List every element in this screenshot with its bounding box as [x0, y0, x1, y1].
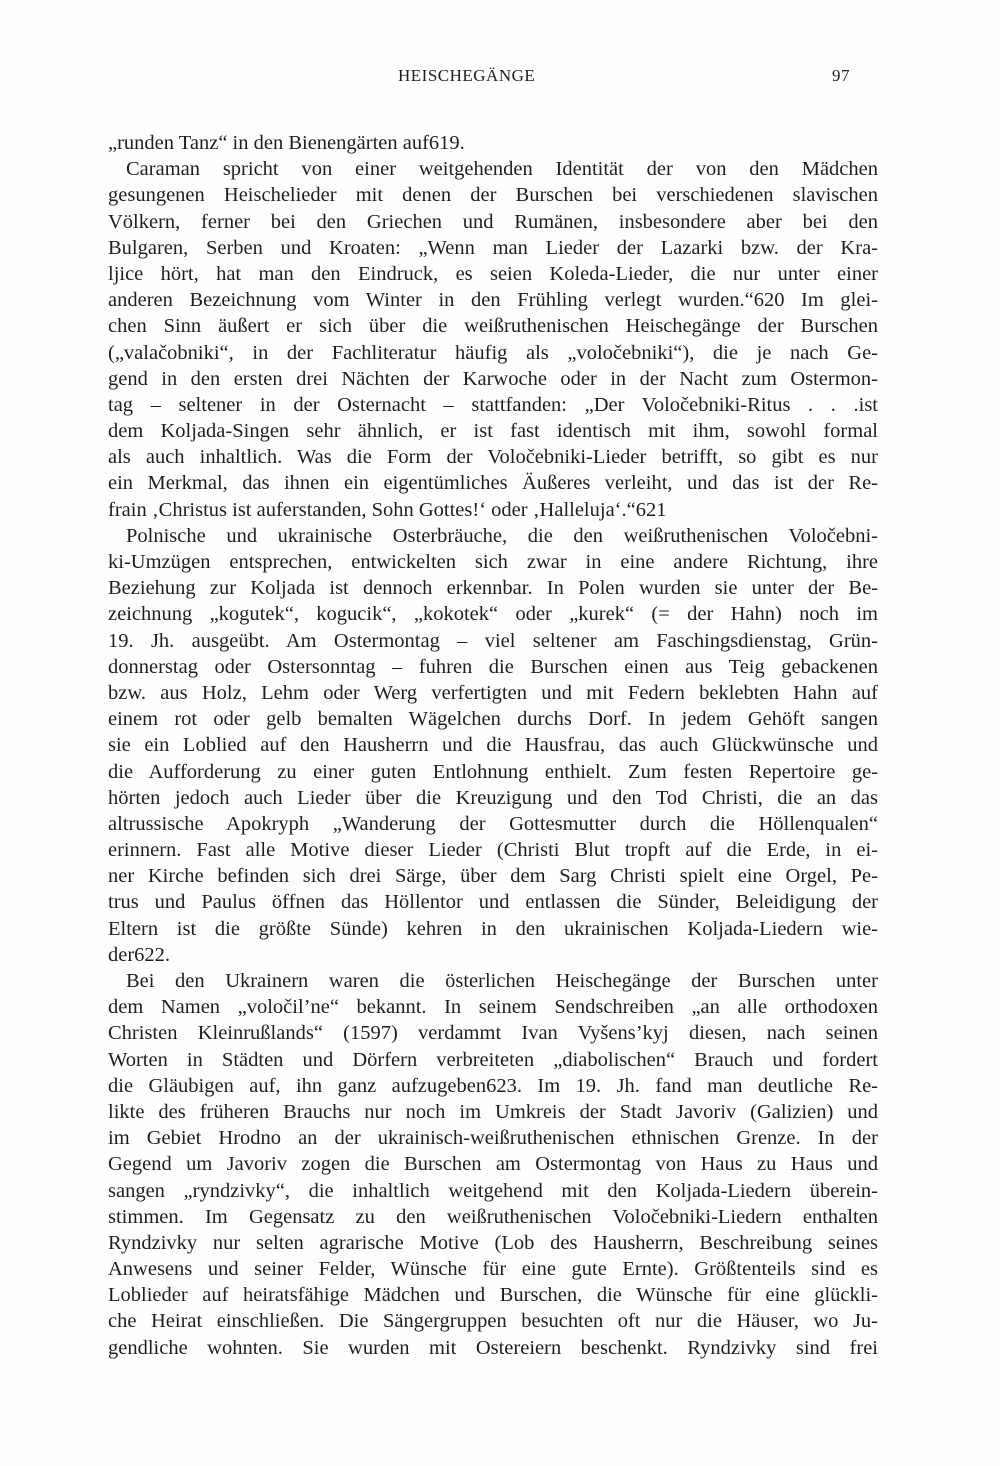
body-text — [108, 130, 878, 1361]
text-line: ner Kirche befinden sich drei Särge, über dem Sarg Christi spielt eine Orgel, Pe- — [108, 865, 878, 888]
text-line: ki-Umzügen entsprechen, entwickelten sich zwar in eine andere Richtung, ihre — [108, 551, 878, 573]
running-title: HEISCHEGÄNGE — [398, 66, 536, 85]
text-line: bzw. aus Holz, Lehm oder Werg verfertigten und mit Federn beklebten Hahn auf — [108, 681, 878, 704]
text-line: donnerstag oder Ostersonntag – fuhren die Burschen einen aus Teig gebackenen — [108, 655, 878, 678]
text-line: tag – seltener in der Osternacht – stattfanden: „Der Voločebniki-Ritus . . .ist — [108, 393, 878, 416]
text-line: erinnern. Fast alle Motive dieser Lieder (Christi Blut tropft auf die Erde, in ei- — [108, 839, 878, 862]
text-line: die Gläubigen auf, ihn ganz aufzugeben623. Im 19. Jh. fand man deutliche Re- — [108, 1074, 878, 1097]
text-line: che Heirat einschließen. Die Sängergruppen besuchten oft nur die Häuser, wo Ju- — [108, 1310, 878, 1333]
text-line: Eltern ist die größte Sünde) kehren in den ukrainischen Koljada-Liedern wie- — [108, 917, 878, 940]
text-line: die Aufforderung zu einer guten Entlohnung enthielt. Zum festen Repertoire ge- — [108, 760, 878, 783]
running-head — [108, 66, 850, 90]
text-line: Gegend um Javoriv zogen die Burschen am Ostermontag von Haus zu Haus und — [108, 1153, 878, 1176]
text-line: altrussische Apokryph „Wanderung der Gottesmutter durch die Höllenqualen“ — [108, 812, 878, 835]
text-line: gendliche wohnten. Sie wurden mit Ostereiern beschenkt. Ryndzivky sind frei — [108, 1336, 878, 1359]
text-line: Bulgaren, Serben und Kroaten: „Wenn man Lieder der Lazarki bzw. der Kra- — [108, 236, 878, 259]
text-line: ein Merkmal, das ihnen ein eigentümliches Äußeres verleiht, und das ist der Re- — [108, 472, 878, 495]
text-line: Völkern, ferner bei den Griechen und Rumänen, insbesondere aber bei den — [108, 210, 878, 233]
text-line: der622. — [108, 943, 171, 966]
text-line: Ryndzivky nur selten agrarische Motive (Lob des Hausherrn, Beschreibung seines — [108, 1231, 878, 1254]
text-line: als auch inhaltlich. Was die Form der Voločebniki-Lieder betrifft, so gibt es nur — [108, 446, 878, 469]
text-line: Polnische und ukrainische Osterbräuche, die den weißruthenischen Voločebni- — [126, 524, 878, 547]
text-line: Worten in Städten und Dörfern verbreiteten „diabolischen“ Brauch und fordert — [108, 1048, 878, 1071]
text-line: Anwesens und seiner Felder, Wünsche für eine gute Ernte). Größtenteils sind es — [108, 1258, 878, 1281]
page-number: 97 — [832, 66, 850, 85]
text-line: stimmen. Im Gegensatz zu den weißruthenischen Voločebniki-Liedern enthalten — [108, 1205, 878, 1228]
text-line: sie ein Loblied auf den Hausherrn und die Hausfrau, das auch Glückwünsche und — [108, 734, 878, 757]
text-line: frain ‚Christus ist auferstanden, Sohn Gottes!‘ oder ‚Halleluja‘.“621 — [108, 498, 667, 521]
text-line: Bei den Ukrainern waren die österlichen Heischegänge der Burschen unter — [126, 970, 878, 992]
text-line: dem Namen „voločil’ne“ bekannt. In seinem Sendschreiben „an alle orthodoxen — [108, 996, 878, 1019]
text-line: gend in den ersten drei Nächten der Karwoche oder in der Nacht zum Ostermon- — [108, 367, 878, 390]
text-line: zeichnung „kogutek“, kogucik“, „kokotek“ oder „kurek“ (= der Hahn) noch im — [108, 603, 878, 626]
text-line: 19. Jh. ausgeübt. Am Ostermontag – viel seltener am Faschingsdienstag, Grün- — [108, 629, 878, 652]
text-line: chen Sinn äußert er sich über die weißruthenischen Heischegänge der Burschen — [108, 315, 878, 338]
text-line: ljice hört, hat man den Eindruck, es seien Koleda-Lieder, die nur unter einer — [108, 262, 878, 285]
text-line: gesungenen Heischelieder mit denen der Burschen bei verschiedenen slavischen — [108, 184, 878, 207]
text-line: trus und Paulus öffnen das Höllentor und entlassen die Sünder, Beleidigung der — [108, 891, 878, 914]
text-line: einem rot oder gelb bemalten Wägelchen durchs Dorf. In jedem Gehöft sangen — [108, 708, 878, 731]
text-line: likte des früheren Brauchs nur noch im Umkreis der Stadt Javoriv (Galizien) und — [108, 1100, 878, 1123]
text-line: Christen Kleinrußlands“ (1597) verdammt Ivan Vyšens’kyj diesen, nach seinen — [108, 1022, 878, 1045]
text-line: („valačobniki“, in der Fachliteratur häufig als „voločebniki“), die je nach Ge- — [108, 341, 878, 364]
text-line: im Gebiet Hrodno an der ukrainisch-weißruthenischen ethnischen Grenze. In der — [108, 1127, 878, 1150]
text-line: Caraman spricht von einer weitgehenden Identität der von den Mädchen — [126, 158, 878, 181]
text-line: Beziehung zur Koljada ist dennoch erkennbar. In Polen wurden sie unter der Be- — [108, 577, 878, 600]
text-line: „runden Tanz“ in den Bienengärten auf619. — [108, 132, 465, 154]
text-line: Loblieder auf heiratsfähige Mädchen und Burschen, die Wünsche für eine glückli- — [108, 1284, 878, 1307]
text-line: sangen „ryndzivky“, die inhaltlich weitgehend mit den Koljada-Liedern überein- — [108, 1179, 878, 1202]
text-line: hörten jedoch auch Lieder über die Kreuzigung und den Tod Christi, die an das — [108, 786, 878, 809]
text-line: dem Koljada-Singen sehr ähnlich, er ist fast identisch mit ihm, sowohl formal — [108, 420, 878, 443]
text-line: anderen Bezeichnung vom Winter in den Frühling verlegt wurden.“620 Im glei- — [108, 289, 878, 312]
